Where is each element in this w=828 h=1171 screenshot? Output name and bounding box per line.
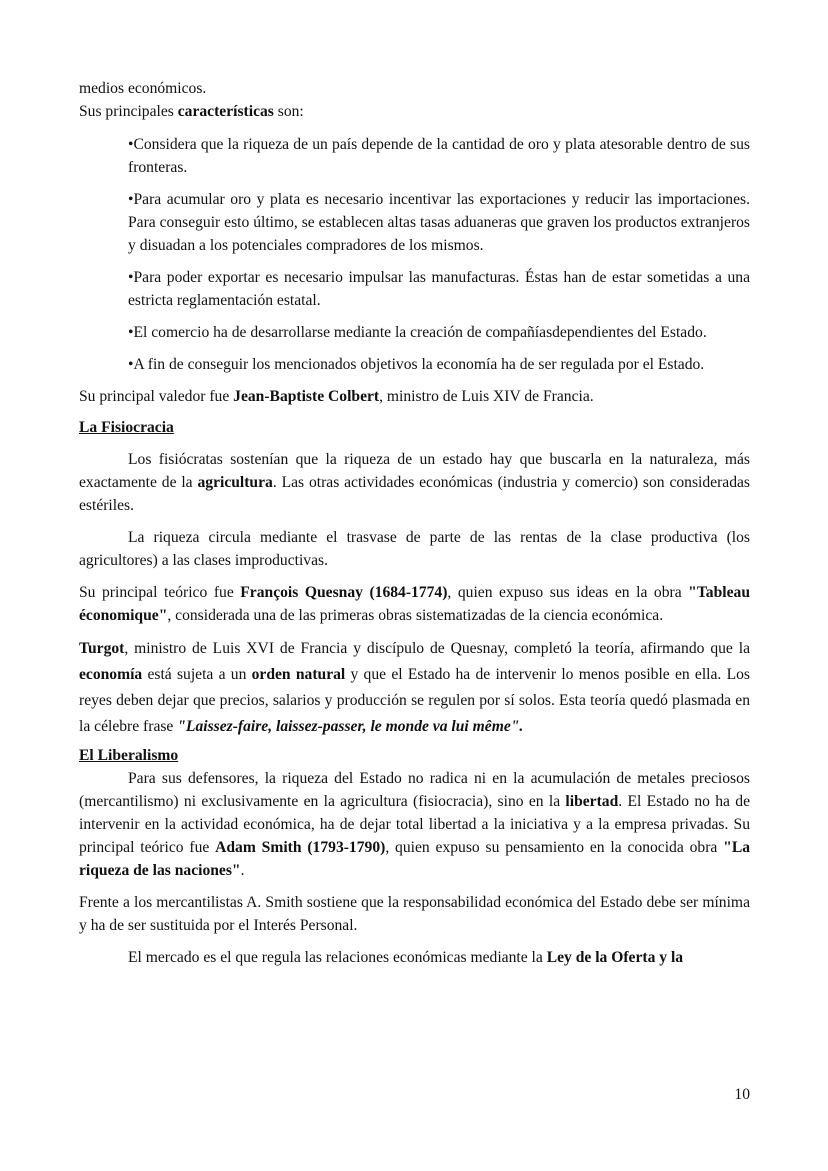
characteristics-intro: Sus principales características son: — [79, 103, 304, 120]
list-item: •El comercio ha de desarrollarse mediante la creación de compañíasdependientes del Estado. — [128, 324, 707, 341]
list-item: •Considera que la riqueza de un país depende de la cantidad de oro y plata atesorable dentro de sus fronteras. — [128, 136, 750, 176]
page-body — [79, 77, 750, 969]
fisiocracia-paragraph-2: La riqueza circula mediante el trasvase de parte de las rentas de la clase productiva (los agricultores) a las clases improductivas. — [79, 529, 750, 569]
section-heading-liberalismo: El Liberalismo — [79, 747, 179, 764]
colbert-paragraph: Su principal valedor fue Jean-Baptiste Colbert, ministro de Luis XIV de Francia. — [79, 388, 594, 405]
intro-line: medios económicos. — [79, 80, 207, 97]
page-number: 10 — [734, 1086, 750, 1103]
list-item: •Para acumular oro y plata es necesario incentivar las exportaciones y reducir las importaciones. Para conseguir esto último, se establecen altas tasas aduaneras que graven los productos extranjeros y disuadan a los potenciales compradores de los mismos. — [128, 191, 750, 254]
section-heading-fisiocracia: La Fisiocracia — [79, 419, 174, 436]
liberalismo-paragraph-3: El mercado es el que regula las relaciones económicas mediante la Ley de la Oferta y la — [128, 949, 684, 966]
liberalismo-paragraph-2: Frente a los mercantilistas A. Smith sostiene que la responsabilidad económica del Estado debe ser mínima y ha de ser sustituida por el Interés Personal. — [79, 894, 750, 934]
turgot-paragraph: Turgot, ministro de Luis XVI de Francia y discípulo de Quesnay, completó la teoría, afirmando que la economía está sujeta a un orden natural y que el Estado ha de intervenir lo menos posible en ella. Los reyes deben dejar que precios, salarios y producción se regulen por sí solos. Esta teoría quedó plasmada en la célebre frase "Laissez-faire, laissez-passer, le monde va lui même". — [79, 640, 750, 735]
list-item: •A fin de conseguir los mencionados objetivos la economía ha de ser regulada por el Estado. — [128, 356, 705, 373]
characteristics-list — [128, 133, 750, 376]
fisiocracia-paragraph-1: Los fisiócratas sostenían que la riqueza de un estado hay que buscarla en la naturaleza, más exactamente de la agricultura. Las otras actividades económicas (industria y comercio) son consideradas estériles. — [79, 451, 750, 514]
list-item: •Para poder exportar es necesario impulsar las manufacturas. Éstas han de estar sometidas a una estricta reglamentación estatal. — [128, 269, 750, 309]
liberalismo-paragraph-1: Para sus defensores, la riqueza del Estado no radica ni en la acumulación de metales preciosos (mercantilismo) ni exclusivamente en la agricultura (fisiocracia), sino en la libertad. El Estado no ha de intervenir en la actividad económica, ha de dejar total libertad a la iniciativa y a la empresa privadas. Su principal teórico fue Adam Smith (1793-1790), quien expuso su pensamiento en la conocida obra "La riqueza de las naciones". — [79, 770, 751, 879]
laissez-faire-quote: "Laissez-faire, laissez-passer, le monde va lui même". — [177, 718, 524, 735]
fisiocracia-paragraph-3: Su principal teórico fue François Quesnay (1684-1774), quien expuso sus ideas en la obra "Tableau économique", considerada una de las primeras obras sistematizadas de la ciencia económica. — [79, 584, 750, 624]
